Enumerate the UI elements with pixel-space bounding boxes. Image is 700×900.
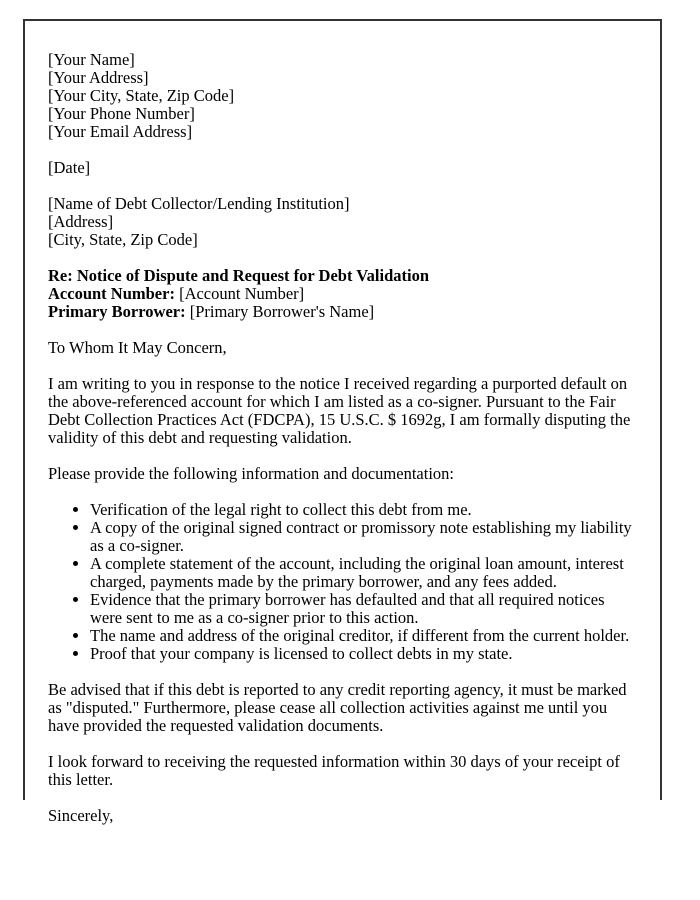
signoff: Sincerely, <box>48 806 114 825</box>
letter-frame <box>23 19 662 825</box>
recipient-name-line: [Name of Debt Collector/Lending Institution] <box>48 194 350 213</box>
paragraph-intro: I am writing to you in response to the notice I received regarding a purported default on the above-referenced account for which I am listed as a co-signer. Pursuant to the Fair Debt Collection Practices Act (FDCPA), 15 U.S.C. $ 1692g, I am formally disputing the validity of this debt and requesting validation. <box>48 374 631 447</box>
primary-borrower-label: Primary Borrower: <box>48 302 186 321</box>
sender-email-line: [Your Email Address] <box>48 122 193 141</box>
paragraph-closing: I look forward to receiving the requested information within 30 days of your receipt of this letter. <box>48 752 620 789</box>
primary-borrower-value: [Primary Borrower's Name] <box>189 302 375 321</box>
subject-line: Re: Notice of Dispute and Request for Debt Validation <box>48 266 430 285</box>
sender-phone-line: [Your Phone Number] <box>48 104 195 123</box>
list-item-license-proof: • Proof that your company is licensed to collect debts in my state. <box>90 645 632 663</box>
sender-name-line: [Your Name] <box>48 50 135 69</box>
sender-city-line: [Your City, State, Zip Code] <box>48 86 235 105</box>
date-line: [Date] <box>48 158 91 177</box>
recipient-block <box>48 195 632 249</box>
list-item-contract-copy: • A copy of the original signed contract or promissory note establishing my liability as a co-signer. <box>90 519 632 555</box>
list-item-default-evidence: • Evidence that the primary borrower has defaulted and that all required notices were sent to me as a co-signer prior to this action. <box>90 591 632 627</box>
list-item-account-statement: • A complete statement of the account, including the original loan amount, interest charged, payments made by the primary borrower, and any fees added. <box>90 555 632 591</box>
sender-block <box>48 51 632 141</box>
salutation: To Whom It May Concern, <box>48 338 227 357</box>
sender-address-line: [Your Address] <box>48 68 149 87</box>
list-item-verification: • Verification of the legal right to collect this debt from me. <box>90 501 632 519</box>
recipient-address-line: [Address] <box>48 212 114 231</box>
validation-request-list <box>48 501 632 663</box>
account-number-label: Account Number: <box>48 284 175 303</box>
subject-block <box>48 267 632 321</box>
account-number-value: [Account Number] <box>179 284 305 303</box>
paragraph-request: Please provide the following information and documentation: <box>48 464 454 483</box>
list-item-original-creditor: • The name and address of the original creditor, if different from the current holder. <box>90 627 632 645</box>
recipient-city-line: [City, State, Zip Code] <box>48 230 198 249</box>
paragraph-advised: Be advised that if this debt is reported to any credit reporting agency, it must be marked as "disputed." Furthermore, please cease all collection activities against me until you have provided the requested validation documents. <box>48 680 627 735</box>
